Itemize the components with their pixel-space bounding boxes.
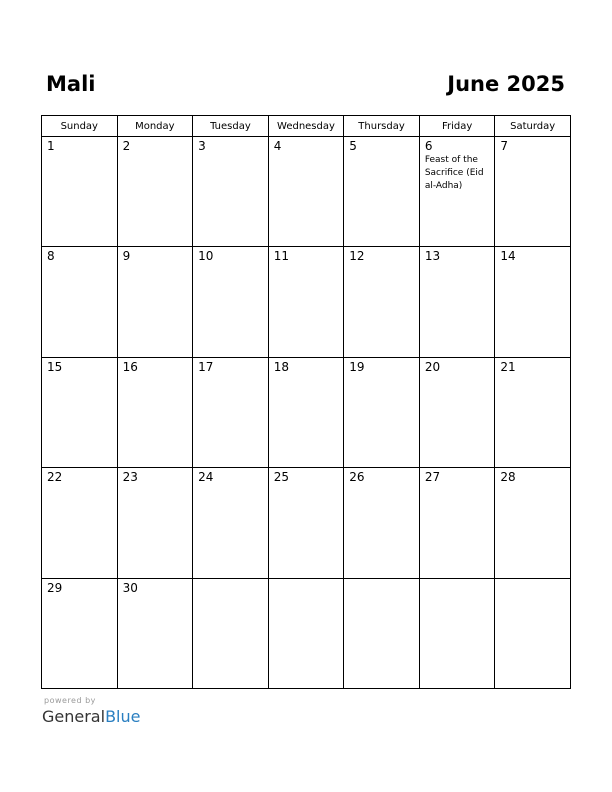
day-number: 10 — [198, 249, 214, 264]
day-cell — [268, 578, 344, 688]
day-cell — [193, 468, 269, 578]
week-row — [42, 578, 571, 688]
day-number: 12 — [349, 249, 365, 264]
day-cell — [268, 137, 344, 247]
day-number: 1 — [47, 139, 55, 153]
week-row — [42, 137, 571, 247]
week-row — [42, 247, 571, 357]
holiday-event: Feast of the Sacrifice (Eid al-Adha) — [424, 155, 484, 191]
day-number: 13 — [424, 249, 441, 264]
day-number: 23 — [122, 470, 138, 485]
day-cell — [344, 247, 420, 357]
calendar-body — [42, 137, 571, 689]
footer-branding — [42, 696, 140, 727]
day-number: 16 — [122, 359, 138, 374]
day-cell — [42, 357, 118, 467]
day-cell — [193, 137, 269, 247]
day-cell — [419, 137, 495, 247]
day-cell — [419, 357, 495, 467]
day-cell — [344, 468, 420, 578]
day-number: 14 — [500, 249, 516, 264]
weekday-header-row-group — [42, 116, 571, 137]
day-cell — [268, 468, 344, 578]
weekday-tuesday: Tuesday — [193, 116, 269, 137]
week-row — [42, 357, 571, 467]
week-row — [42, 468, 571, 578]
brand-name-blue: Blue — [105, 707, 141, 726]
day-cell — [117, 578, 193, 688]
day-number: 18 — [273, 359, 289, 374]
day-number: 4 — [273, 139, 282, 153]
day-number: 19 — [349, 359, 365, 374]
powered-by-text: powered by — [44, 696, 96, 705]
day-cell — [495, 578, 571, 688]
day-cell — [268, 247, 344, 357]
day-cell — [419, 468, 495, 578]
day-cell — [495, 357, 571, 467]
day-number: 15 — [47, 359, 63, 374]
day-cell — [193, 247, 269, 357]
weekday-friday: Friday — [419, 116, 495, 137]
day-cell — [495, 137, 571, 247]
day-cell — [117, 357, 193, 467]
day-cell — [419, 578, 495, 688]
weekday-monday: Monday — [117, 116, 193, 137]
day-cell — [495, 468, 571, 578]
day-number: 26 — [349, 470, 365, 485]
day-number: 3 — [198, 139, 206, 153]
day-number: 27 — [424, 470, 441, 485]
day-cell — [42, 468, 118, 578]
day-cell — [419, 247, 495, 357]
day-cell — [117, 137, 193, 247]
day-cell — [42, 578, 118, 688]
day-number: 8 — [47, 249, 55, 264]
day-cell — [42, 247, 118, 357]
day-number: 29 — [47, 580, 63, 595]
day-number: 25 — [273, 470, 289, 485]
day-cell — [495, 247, 571, 357]
day-cell — [193, 578, 269, 688]
day-cell — [268, 357, 344, 467]
day-number: 11 — [273, 249, 289, 264]
day-number: 20 — [424, 359, 441, 374]
day-cell — [117, 468, 193, 578]
day-number: 30 — [122, 580, 138, 595]
calendar-grid — [41, 115, 571, 689]
country-title: Mali — [46, 72, 96, 96]
day-cell — [42, 137, 118, 247]
weekday-saturday: Saturday — [495, 116, 571, 137]
weekday-header-row — [42, 116, 571, 137]
weekday-sunday: Sunday — [42, 116, 118, 137]
day-number: 2 — [122, 139, 131, 153]
day-number: 22 — [47, 470, 63, 485]
day-number: 9 — [122, 249, 131, 264]
day-number: 5 — [349, 139, 357, 153]
day-number: 28 — [500, 470, 516, 485]
day-cell — [193, 357, 269, 467]
day-number: 17 — [198, 359, 214, 374]
day-cell — [344, 357, 420, 467]
day-number: 7 — [500, 139, 509, 153]
brand-name-general: General — [42, 707, 106, 726]
day-number: 21 — [500, 359, 516, 374]
month-year-title: June 2025 — [447, 72, 565, 96]
day-cell — [344, 137, 420, 247]
weekday-thursday: Thursday — [344, 116, 420, 137]
day-number: 6 — [424, 139, 433, 153]
weekday-wednesday: Wednesday — [268, 116, 344, 137]
day-cell — [344, 578, 420, 688]
brand-logo — [42, 707, 140, 727]
day-cell — [117, 247, 193, 357]
day-number: 24 — [198, 470, 214, 485]
